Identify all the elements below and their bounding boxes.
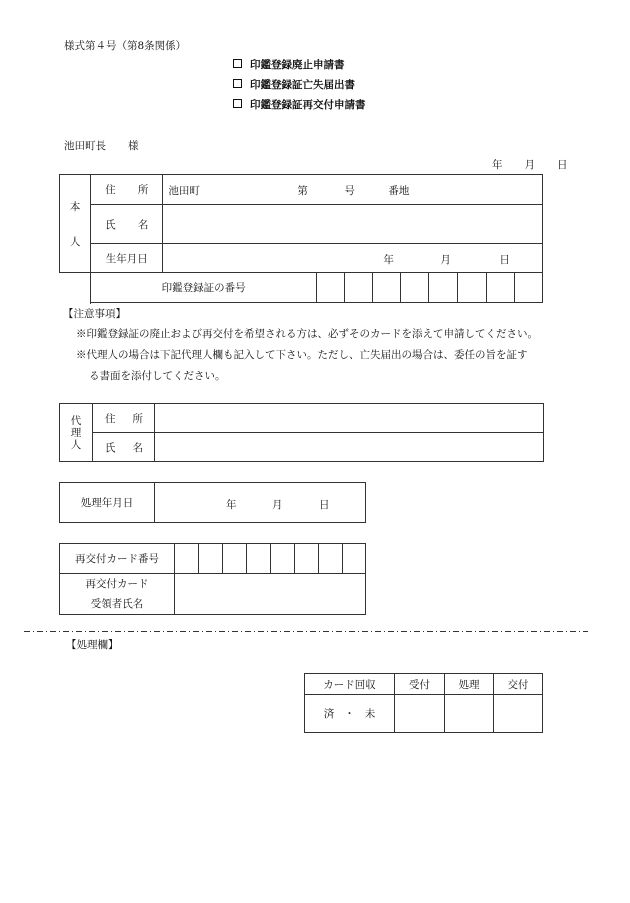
table-rule bbox=[90, 274, 91, 304]
col-issued: 交付 bbox=[494, 674, 543, 695]
card-number-label: 印鑑登録証の番号 bbox=[91, 273, 317, 303]
addressee: 池田町長 様 bbox=[64, 140, 139, 152]
notes-line-2: ※代理人の場合は下記代理人欄も記入して下さい。ただし、亡失届出の場合は、委任の旨を証す bbox=[76, 349, 528, 361]
card-digit[interactable] bbox=[457, 273, 486, 303]
card-digit[interactable] bbox=[486, 273, 514, 303]
processed-stamp[interactable] bbox=[445, 695, 494, 733]
reissue-digit[interactable] bbox=[271, 544, 295, 574]
notes-heading: 【注意事項】 bbox=[63, 308, 126, 320]
office-table bbox=[304, 673, 543, 733]
checkbox-icon[interactable] bbox=[233, 79, 242, 88]
notes-line-1: ※印鑑登録証の廃止および再交付を希望される方は、必ずそのカードを添えて申請してください。 bbox=[76, 328, 538, 340]
reissue-recipient-field[interactable] bbox=[175, 574, 366, 615]
option-loss-report[interactable]: 印鑑登録証亡失届出書 bbox=[233, 77, 355, 92]
notes-line-3: る書面を添付してください。 bbox=[89, 370, 226, 382]
processing-date-table bbox=[59, 482, 366, 523]
table-corner-mask bbox=[58, 274, 91, 305]
proxy-address-label: 住 所 bbox=[93, 404, 155, 433]
reissue-digit[interactable] bbox=[343, 544, 366, 574]
processing-date-label: 処理年月日 bbox=[60, 483, 155, 523]
applicant-side-label: 本 人 bbox=[60, 175, 91, 273]
form-number: 様式第４号（第8条関係） bbox=[64, 40, 187, 52]
col-card-return: カード回収 bbox=[305, 674, 395, 695]
reissue-digit[interactable] bbox=[319, 544, 343, 574]
proxy-side-label: 代 理 人 bbox=[60, 404, 93, 462]
processing-date-field[interactable]: 年 月 日 bbox=[155, 483, 366, 523]
reissue-digit[interactable] bbox=[295, 544, 319, 574]
reissue-digit[interactable] bbox=[223, 544, 247, 574]
name-field[interactable] bbox=[163, 205, 543, 244]
proxy-table bbox=[59, 403, 544, 462]
birthdate-label: 生年月日 bbox=[91, 244, 163, 273]
reissue-recipient-label: 再交付カード 受領者氏名 bbox=[60, 574, 175, 615]
proxy-name-field[interactable] bbox=[155, 433, 544, 462]
checkbox-icon[interactable] bbox=[233, 59, 242, 68]
card-digit[interactable] bbox=[514, 273, 542, 303]
address-label: 住 所 bbox=[91, 175, 163, 205]
applicant-table bbox=[59, 174, 543, 303]
proxy-address-field[interactable] bbox=[155, 404, 544, 433]
col-received: 受付 bbox=[395, 674, 445, 695]
card-return-status[interactable]: 済 ・ 未 bbox=[305, 695, 395, 733]
reissue-digit[interactable] bbox=[199, 544, 223, 574]
reissue-card-number-label: 再交付カード番号 bbox=[60, 544, 175, 574]
reissue-digit[interactable] bbox=[247, 544, 271, 574]
option-abolition[interactable]: 印鑑登録廃止申請書 bbox=[233, 57, 345, 72]
office-use-separator bbox=[24, 630, 588, 633]
col-processed: 処理 bbox=[445, 674, 494, 695]
card-digit[interactable] bbox=[429, 273, 457, 303]
application-date[interactable]: 年 月 日 bbox=[492, 159, 568, 171]
card-digit[interactable] bbox=[345, 273, 373, 303]
received-stamp[interactable] bbox=[395, 695, 445, 733]
card-digit[interactable] bbox=[401, 273, 429, 303]
office-heading: 【処理欄】 bbox=[66, 639, 119, 651]
birthdate-field[interactable]: 年 月 日 bbox=[163, 244, 543, 273]
reissue-digit[interactable] bbox=[175, 544, 199, 574]
checkbox-icon[interactable] bbox=[233, 99, 242, 108]
option-reissue[interactable]: 印鑑登録証再交付申請書 bbox=[233, 97, 366, 112]
proxy-name-label: 氏 名 bbox=[93, 433, 155, 462]
address-field[interactable]: 池田町 第 号 番地 bbox=[163, 175, 543, 205]
card-digit[interactable] bbox=[373, 273, 401, 303]
card-digit[interactable] bbox=[317, 273, 345, 303]
issued-stamp[interactable] bbox=[494, 695, 543, 733]
reissue-table bbox=[59, 543, 366, 615]
name-label: 氏 名 bbox=[91, 205, 163, 244]
